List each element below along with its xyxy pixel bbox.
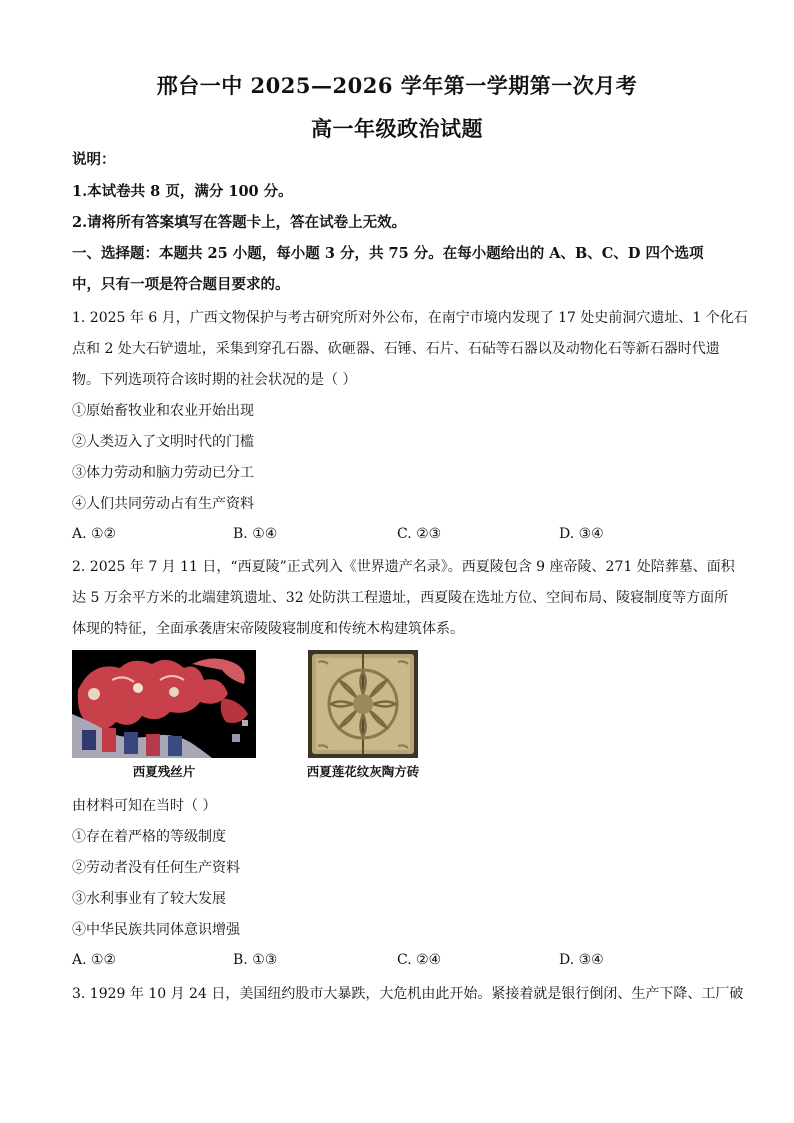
q2-option-d: D. ③④: [559, 952, 604, 968]
section-heading-line-2: 中，只有一项是符合题目要求的。: [72, 276, 290, 293]
q2-question: 由材料可知在当时（ ）: [72, 798, 217, 814]
q1-option-b: B. ①④: [233, 526, 278, 542]
lotus-brick-caption: 西夏莲花纹灰陶方砖: [306, 764, 420, 779]
q1-option-a: A. ①②: [72, 526, 117, 542]
notes-item-2: 2.请将所有答案填写在答题卡上，答在试卷上无效。: [72, 214, 407, 231]
section-heading-line-1: 一、选择题：本题共 25 小题，每小题 3 分，共 75 分。在每小题给出的 A、B、C、D 四个选项: [72, 245, 704, 262]
q1-statement-1: ①原始畜牧业和农业开始出现: [72, 403, 254, 419]
q2-statement-1: ①存在着严格的等级制度: [72, 829, 226, 845]
lotus-brick-illustration: [308, 650, 418, 758]
exam-subtitle: 高一年级政治试题: [311, 116, 483, 141]
q1-option-d: D. ③④: [559, 526, 604, 542]
q2-statement-2: ②劳动者没有任何生产资料: [72, 860, 240, 876]
exam-title: 邢台一中 2025—2026 学年第一学期第一次月考: [156, 73, 638, 98]
q1-stem-line-1: 1. 2025 年 6 月，广西文物保护与考古研究所对外公布，在南宁市境内发现了 17 处史前洞穴遗址、1 个化石: [72, 310, 748, 326]
notes-label: 说明：: [72, 151, 116, 168]
q2-option-b: B. ①③: [233, 952, 278, 968]
q2-stem-line-1: 2. 2025 年 7 月 11 日，“西夏陵”正式列入《世界遗产名录》。西夏陵包含 9 座帝陵、271 处陪葬墓、面积: [72, 559, 735, 575]
lotus-brick-image: [308, 650, 418, 758]
silk-fragment-illustration: [72, 650, 256, 758]
q1-statement-4: ④人们共同劳动占有生产资料: [72, 496, 254, 512]
q2-option-a: A. ①②: [72, 952, 117, 968]
q1-option-c: C. ②③: [397, 526, 442, 542]
q1-statement-2: ②人类迈入了文明时代的门槛: [72, 434, 254, 450]
q1-stem-line-3: 物。下列选项符合该时期的社会状况的是（ ）: [72, 372, 357, 388]
q2-statement-3: ③水利事业有了较大发展: [72, 891, 226, 907]
q2-option-c: C. ②④: [397, 952, 442, 968]
silk-fragment-caption: 西夏残丝片: [132, 764, 196, 779]
q2-statement-4: ④中华民族共同体意识增强: [72, 922, 240, 938]
q2-stem-line-2: 达 5 万余平方米的北端建筑遗址、32 处防洪工程遗址，西夏陵在选址方位、空间布局、陵寝制度等方面所: [72, 590, 729, 606]
q3-stem-line-1: 3. 1929 年 10 月 24 日，美国纽约股市大暴跌，大危机由此开始。紧接着就是银行倒闭、生产下降、工厂破: [72, 986, 744, 1002]
q2-options: [72, 952, 732, 970]
q1-options: [72, 526, 732, 544]
q1-statement-3: ③体力劳动和脑力劳动已分工: [72, 465, 254, 481]
q1-stem-line-2: 点和 2 处大石铲遗址，采集到穿孔石器、砍砸器、石锤、石片、石砧等石器以及动物化石等新石器时代遗: [72, 341, 720, 357]
notes-item-1: 1.本试卷共 8 页，满分 100 分。: [72, 183, 293, 200]
silk-fragment-image: [72, 650, 256, 758]
q2-stem-line-3: 体现的特征，全面承袭唐宋帝陵陵寝制度和传统木构建筑体系。: [72, 621, 464, 637]
